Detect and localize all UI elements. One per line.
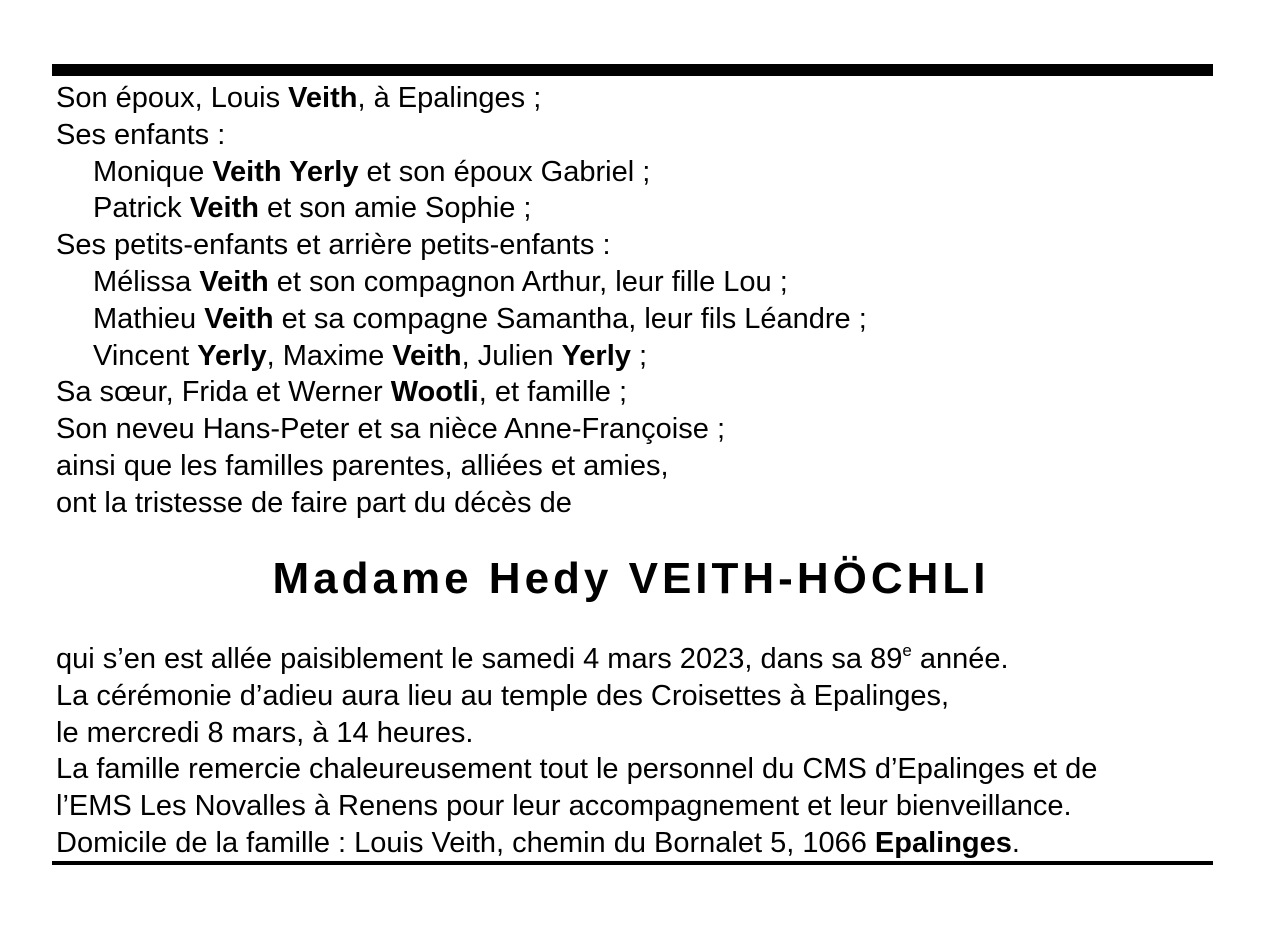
surname: Veith [392, 339, 462, 372]
surname: Yerly [197, 339, 267, 372]
top-rule [52, 64, 1213, 76]
ordinal-suffix: e [902, 641, 912, 660]
text: et son amie Sophie ; [259, 192, 532, 225]
text: année. [911, 643, 1009, 675]
grandchild-line [56, 264, 867, 301]
text: et son compagnon Arthur, leur fille Lou ; [268, 265, 788, 298]
grandchild-line [56, 301, 867, 338]
grandchild-line [56, 338, 867, 375]
text: et son époux Gabriel ; [358, 155, 651, 188]
text: , Maxime [266, 339, 393, 372]
text: ; [630, 339, 648, 372]
ceremony-line: La cérémonie d’adieu aura lieu au temple des Croisettes à Epalinges, [56, 679, 950, 712]
thanks-line: La famille remercie chaleureusement tout le personnel du CMS d’Epalinges et de [56, 753, 1098, 786]
domicile-line [56, 825, 1097, 862]
nephew-line: Son neveu Hans-Peter et sa nièce Anne-Françoise ; [56, 413, 725, 446]
text: Vincent [93, 339, 198, 372]
text: Monique [93, 155, 213, 188]
family-list [56, 80, 867, 522]
text: , à Epalinges ; [357, 82, 542, 114]
child-line [56, 190, 867, 227]
death-line [56, 641, 1097, 678]
grandchildren-heading: Ses petits-enfants et arrière petits-enfants : [56, 229, 611, 262]
deceased-name: Madame Hedy VEITH-HÖCHLI [272, 554, 990, 603]
text: Son époux, Louis [56, 82, 289, 114]
text: qui s’en est allée paisiblement le samedi 4 mars 2023, dans sa 89 [56, 643, 903, 675]
surname: Veith [204, 302, 274, 335]
text: . [1011, 826, 1020, 859]
surname: Veith Yerly [212, 155, 359, 188]
text: Patrick [93, 192, 190, 225]
surname: Veith [199, 265, 269, 298]
spouse-line [56, 80, 867, 117]
closing-text [56, 641, 1097, 862]
surname: Wootli [390, 376, 479, 409]
text: , Julien [461, 339, 562, 372]
text: Sa sœur, Frida et Werner [56, 376, 391, 409]
families-line: ainsi que les familles parentes, alliées et amies, [56, 449, 669, 482]
thanks-line: l’EMS Les Novalles à Renens pour leur accompagnement et leur bienveillance. [56, 790, 1072, 823]
text: , et famille ; [478, 376, 628, 409]
ceremony-line: le mercredi 8 mars, à 14 heures. [56, 716, 474, 749]
text: Mathieu [93, 302, 205, 335]
announce-line: ont la tristesse de faire part du décès de [56, 486, 572, 519]
locality: Epalinges [874, 826, 1012, 859]
surname: Yerly [561, 339, 631, 372]
child-line [56, 154, 867, 191]
bottom-rule [52, 861, 1213, 865]
sister-line [56, 374, 867, 411]
surname: Veith [288, 82, 358, 114]
text: Domicile de la famille : Louis Veith, chemin du Bornalet 5, 1066 [56, 826, 875, 859]
text: Mélissa [93, 265, 200, 298]
children-heading: Ses enfants : [56, 118, 226, 151]
text: et sa compagne Samantha, leur fils Léandre ; [273, 302, 867, 335]
surname: Veith [189, 192, 259, 225]
